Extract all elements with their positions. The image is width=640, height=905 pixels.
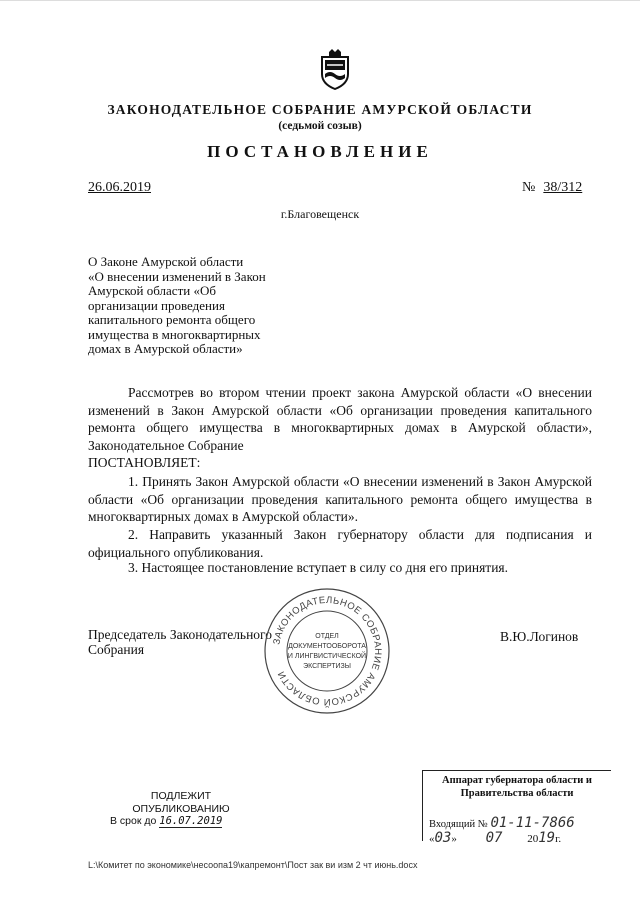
registration-month: 07 <box>485 830 503 846</box>
incoming-label: Входящий № <box>429 819 488 830</box>
body-paragraph-preamble: Рассмотрев во втором чтении проект закона Амурской области «О внесении изменений в Закон Амурской области «Об организации проведения капитального ремонта общего имущества в многоквартирных домах в Амурской области», Законодательное Собрание <box>88 385 592 453</box>
stamp-line-1: ОТДЕЛ <box>315 633 339 640</box>
publish-due <box>106 815 256 828</box>
registration-day: 03 <box>434 830 452 846</box>
number-sign: № <box>522 180 536 195</box>
convocation: (седьмой созыв) <box>278 120 362 132</box>
city: г.Благовещенск <box>280 207 360 221</box>
department-stamp <box>262 586 392 716</box>
organization-name: ЗАКОНОДАТЕЛЬНОЕ СОБРАНИЕ АМУРСКОЙ ОБЛАСТИ <box>107 102 533 117</box>
publish-line-1: ПОДЛЕЖИТ <box>150 790 212 802</box>
publish-line-2: ОПУБЛИКОВАНИЮ <box>132 802 230 815</box>
stamp-ring-text: ЗАКОНОДАТЕЛЬНОЕ СОБРАНИЕ АМУРСКОЙ ОБЛАСТИ <box>271 594 384 708</box>
registration-title-2: Правительства области <box>460 788 574 799</box>
registration-year-prefix: 20 <box>527 833 539 845</box>
registration-date: «03» 07 2019г. <box>429 830 562 846</box>
body-paragraph-3: 3. Настоящее постановление вступает в силу со дня его принятия. <box>128 560 509 575</box>
amur-region-emblem-icon <box>318 48 352 90</box>
publish-due-date: 16.07.2019 <box>159 815 223 827</box>
scan-edge-line <box>0 0 640 1</box>
stamp-line-3: И ЛИНГВИСТИЧЕСКОЙ <box>287 653 367 660</box>
stamp-line-2: ДОКУМЕНТООБОРОТА <box>288 643 366 650</box>
document-date: 26.06.2019 <box>88 180 151 195</box>
registration-stamp <box>422 770 611 846</box>
file-path-footer: L:\Комитет по экономике\несоопа19\капремонт\Пост зак ви изм 2 чт июнь.docx <box>88 860 418 870</box>
publication-note <box>106 790 256 828</box>
document-subject: О Законе Амурской области «О внесении изменений в Закон Амурской области «Об организации проведения капитального ремонта общего имущества в многоквартирных домах в Амурской области» <box>88 254 266 356</box>
body-paragraph-1: 1. Принять Закон Амурской области «О внесении изменений в Закон Амурской области «Об организации проведения капитального ремонта общего имущества в многоквартирных домах в Амурской области». <box>88 474 592 524</box>
body-paragraph-2: 2. Направить указанный Закон губернатору области для подписания и официального опубликования. <box>88 527 592 560</box>
document-number: 38/312 <box>543 180 583 195</box>
registration-year-unit: г. <box>555 833 562 845</box>
stamp-line-4: ЭКСПЕРТИЗЫ <box>303 663 351 670</box>
registration-year-suffix: 19 <box>538 830 556 846</box>
signatory-name: В.Ю.Логинов <box>500 629 579 644</box>
document-type-title: ПОСТАНОВЛЕНИЕ <box>207 142 433 161</box>
resolves-heading: ПОСТАНОВЛЯЕТ: <box>88 455 201 470</box>
registration-title-1: Аппарат губернатора области и <box>442 775 592 786</box>
signatory-position: Председатель Законодательного Собрания <box>88 627 273 657</box>
publish-due-label: В срок до <box>110 815 157 827</box>
incoming-number: 01-11-7866 <box>490 815 575 831</box>
registration-incoming <box>429 815 575 831</box>
document-number-block <box>522 180 582 196</box>
